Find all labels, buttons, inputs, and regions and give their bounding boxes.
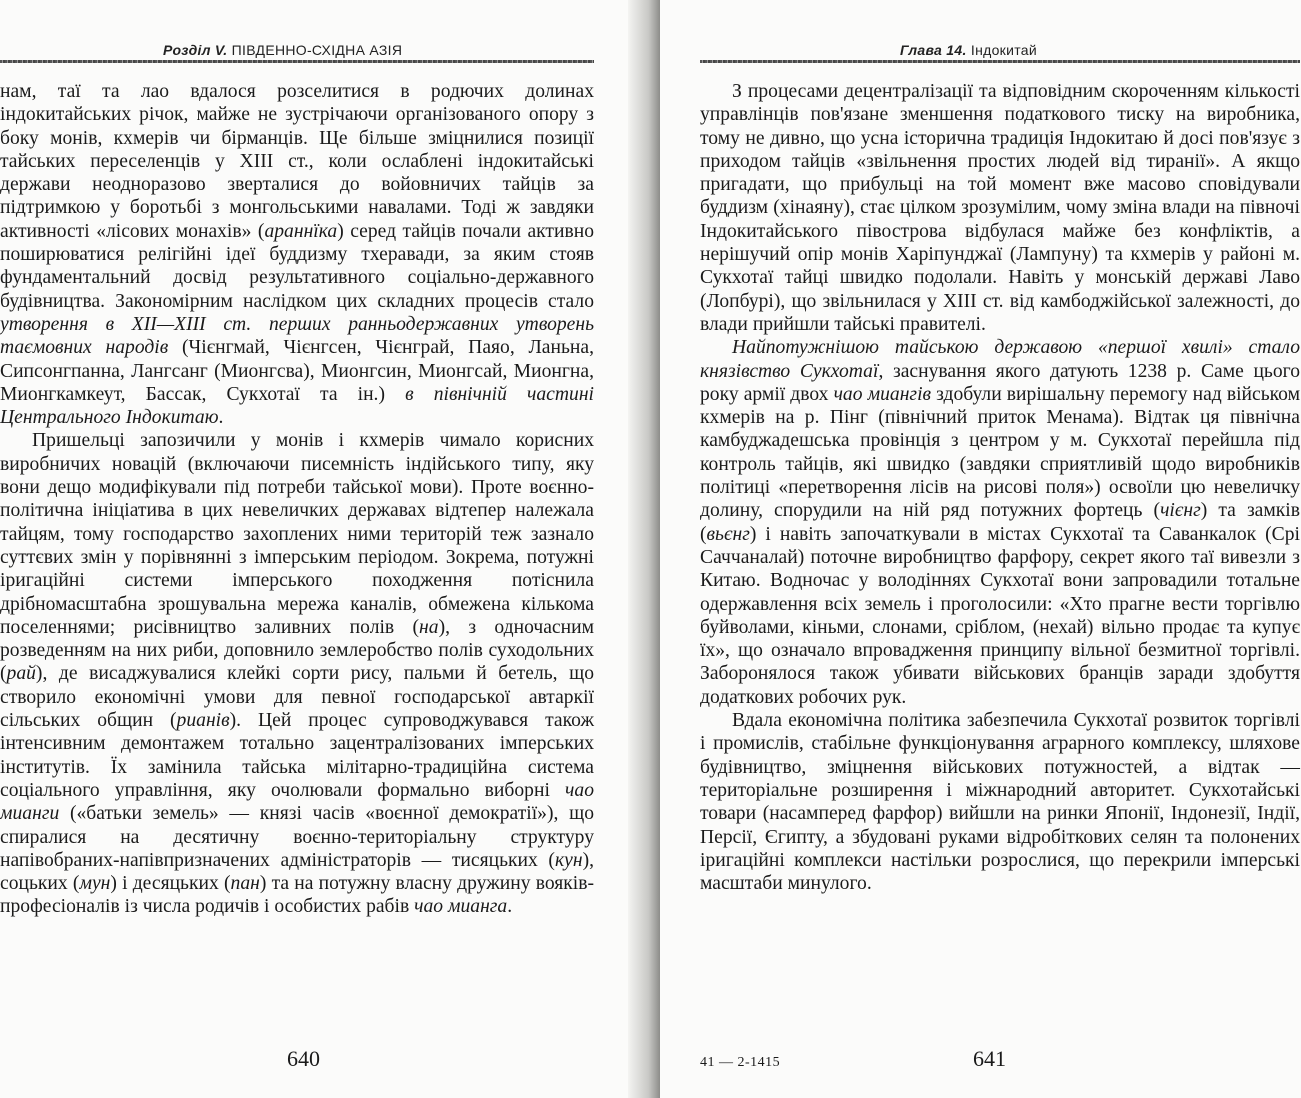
text-run: ). Цей процес супроводжувався також інтенсивним демонтажем тотально зацентралізованих імперських інститутів. Їх замінила тайська мілітарно-традиційна система соціального управління, яку очолювали формально виборні	[0, 710, 594, 801]
running-head-left	[163, 42, 402, 62]
italic-run: в північній частині Центрального Індокитаю	[0, 383, 594, 429]
text-run: ), соцьких (	[0, 849, 594, 895]
right-page	[660, 0, 1301, 1098]
text-run: Вдала економічна політика забезпечила Сукхотаї розвиток торгівлі і промислів, стабільне функціонування аграрного комплексу, шляхове будівництво, зміцнення військових потужностей, а відтак — територіальне розширення і міжнародний авторитет. Сукхотайські товари (насамперед фарфор) вийшли на ринки Японії, Індонезії, Індії, Персії, Єгипту, а збудовані руками відробіткових селян та полонених іригаційні комплекси настільки розрослися, що перекрили імперські масштаби минулого.	[700, 710, 1300, 895]
running-head-section: Розділ V.	[163, 42, 228, 58]
italic-run: араннїка	[264, 220, 338, 242]
italic-run: чієнг	[1160, 500, 1201, 522]
italic-run: рай	[6, 663, 36, 685]
italic-run: рианів	[176, 710, 230, 732]
italic-run: пан	[230, 873, 260, 895]
text-run: ) і десяцьких (	[110, 873, 231, 895]
italic-run: чао мианга	[414, 896, 508, 918]
text-run: , заснування якого датують 1238 р. Саме цього року армії двох	[700, 360, 1301, 405]
italic-run: мун	[79, 873, 111, 895]
text-run: здобули вирішальну перемогу над військом кхмерів на р. Пінг (північний приток Менама). Відтак ця північна камбуджадешська провінція з центром у м. Сукхотаї перейшла під контроль тайців, які швидко (завдяки сприятливій щодо виробників політиці «перетворення лісів на рисові поля») освоїли цю невеличку долину, спорудили на ній ряд потужних фортець (	[700, 383, 1300, 522]
italic-run: вьєнг	[706, 523, 750, 545]
text-run: .	[218, 407, 224, 429]
body-text-left	[0, 80, 594, 919]
paragraph	[700, 336, 1300, 709]
body-text-right	[700, 80, 1300, 895]
italic-run: Найпотужнішою тайською державою «першої хвилі» стало князівство Сукхотаї	[700, 337, 1300, 382]
paragraph	[700, 80, 1300, 336]
text-run: З процесами децентралізації та відповідним скороченням кількості управлінців пов'язане зменшення податкового тиску на виробника, тому не дивно, що усна історична традиція Індокитаю й досі пов'язує з приходом тайців «звільнення простих людей від тиранії». А якщо пригадати, що прибульці на той момент вже масово сповідували буддизм (хінаяну), стає цілком зрозумілим, чому зміна влади на півночі Індокитайського півострова відбулася майже без конфліктів, а нерішучий опір монів Харіпунджаї (Лампуну) та кхмерів у районі м. Сукхотаї тайці швидко подолали. Навіть у монській державі Лаво (Лопбурі), що звільнилася у XIII ст. від камбоджійської залежності, до влади прийшли тайські правителі.	[700, 81, 1300, 335]
page-number: 641	[973, 1046, 1006, 1071]
running-head-title: ПІВДЕННО-СХІДНА АЗІЯ	[231, 42, 403, 58]
paragraph	[0, 80, 594, 429]
text-run: ) серед тайців почали активно поширюватися релігійні ідеї буддизму тхеравади, за яким стояв фундаментальний досвід результативного соціально-державного будівництва. Закономірним наслідком цих складних процесів стало	[0, 220, 594, 312]
running-head-section: Глава 14.	[900, 42, 967, 58]
italic-run: кун	[554, 849, 583, 871]
text-run: .	[507, 896, 513, 918]
running-head-right	[900, 42, 1037, 62]
printer-signature: 41 — 2-1415	[700, 1055, 781, 1070]
header-rule	[700, 60, 1300, 63]
text-run: ), де висаджувалися клейкі сорти рису, пальми й бетель, що створило економічні умови для певної господарської автаркії сільських общин (	[0, 663, 594, 732]
text-run: ), з одночасним розведенням на них риби, доповнило землеробство полів суходольних (	[0, 616, 594, 685]
left-page	[0, 0, 640, 1098]
text-run: (Чієнгмай, Чієнгсен, Чієнграй, Паяо, Ланьна, Сипсонгпанна, Лангсанг (Мионгсва), Мионгсин, Мионгсай, Мионгна, Мионгкамкеут, Бассак, Сукхотаї та ін.)	[0, 337, 594, 405]
text-run: ) та на потужну власну дружину вояків-професіоналів із числа родичів і особистих рабів	[0, 873, 594, 918]
italic-run: утворення в XII—XIII ст. перших ранньодержавних утворень таємовних народів	[0, 313, 594, 359]
running-head-title: Індокитай	[970, 42, 1037, 58]
italic-run: чао миангів	[833, 383, 932, 405]
italic-run: чао миангu	[0, 779, 594, 825]
paragraph	[0, 429, 594, 918]
italic-run: на	[419, 616, 439, 638]
header-rule	[0, 60, 594, 63]
text-run: нам, таї та лао вдалося розселитися в родючих долинах індокитайських річок, майже не зустрічаючи організованого опору з боку монів, кхмерів чи бірманців. Ще більше зміцнилися позиції тайських переселенців у XIII ст., коли ослаблені індокитайські держави неодноразово зверталися до войовничих тайців за підтримкою у боротьбі з монгольськими навалами. Тоді ж завдяки активності «лісових монахів» (	[0, 81, 594, 242]
paragraph	[700, 709, 1300, 895]
text-run: Пришельці запозичили у монів і кхмерів чимало корисних виробничих новацій (включаючи писемність індійського типу, яку вони дещо модифікували під потреби тайської мови). Проте воєнно-політична ініціатива в цих невеличких державах відтепер належала тайцям, тому господарство захоплених ними територій теж зазнало суттєвих змін у порівнянні з імперським періодом. Зокрема, потужні іригаційні системи імперського походження потіснила дрібномасштабна зрошувальна мережа каналів, обмежена кількома поселеннями; рисівництво заливних полів (	[0, 430, 594, 638]
text-run: («батьки земель» — князі часів «воєнної демократії»), що спиралися на десятичну воєнно-територіальну структуру напівобраних-напівпризначених адміністраторів — тисяцьких (	[0, 803, 594, 871]
page-number: 640	[287, 1046, 320, 1071]
text-run: ) і навіть започаткували в містах Сукхотаї та Саванкалок (Срі Саччаналай) поточне виробництво фарфору, секрет якого таї вивезли з Китаю. Водночас у володіннях Сукхотаї вони запровадили тотальне одержавлення всіх земель і проголосили: «Хто прагне вести торгівлю буйволами, кіньми, слонами, сріблом, (нехай) вільно продає та купує їх», що означало впровадження принципу вільної безмитної торгівлі. Заборонялося також убивати військових бранців заради здобуття додаткових робочих рук.	[700, 523, 1300, 708]
text-run: ) та замків (	[700, 500, 1300, 545]
